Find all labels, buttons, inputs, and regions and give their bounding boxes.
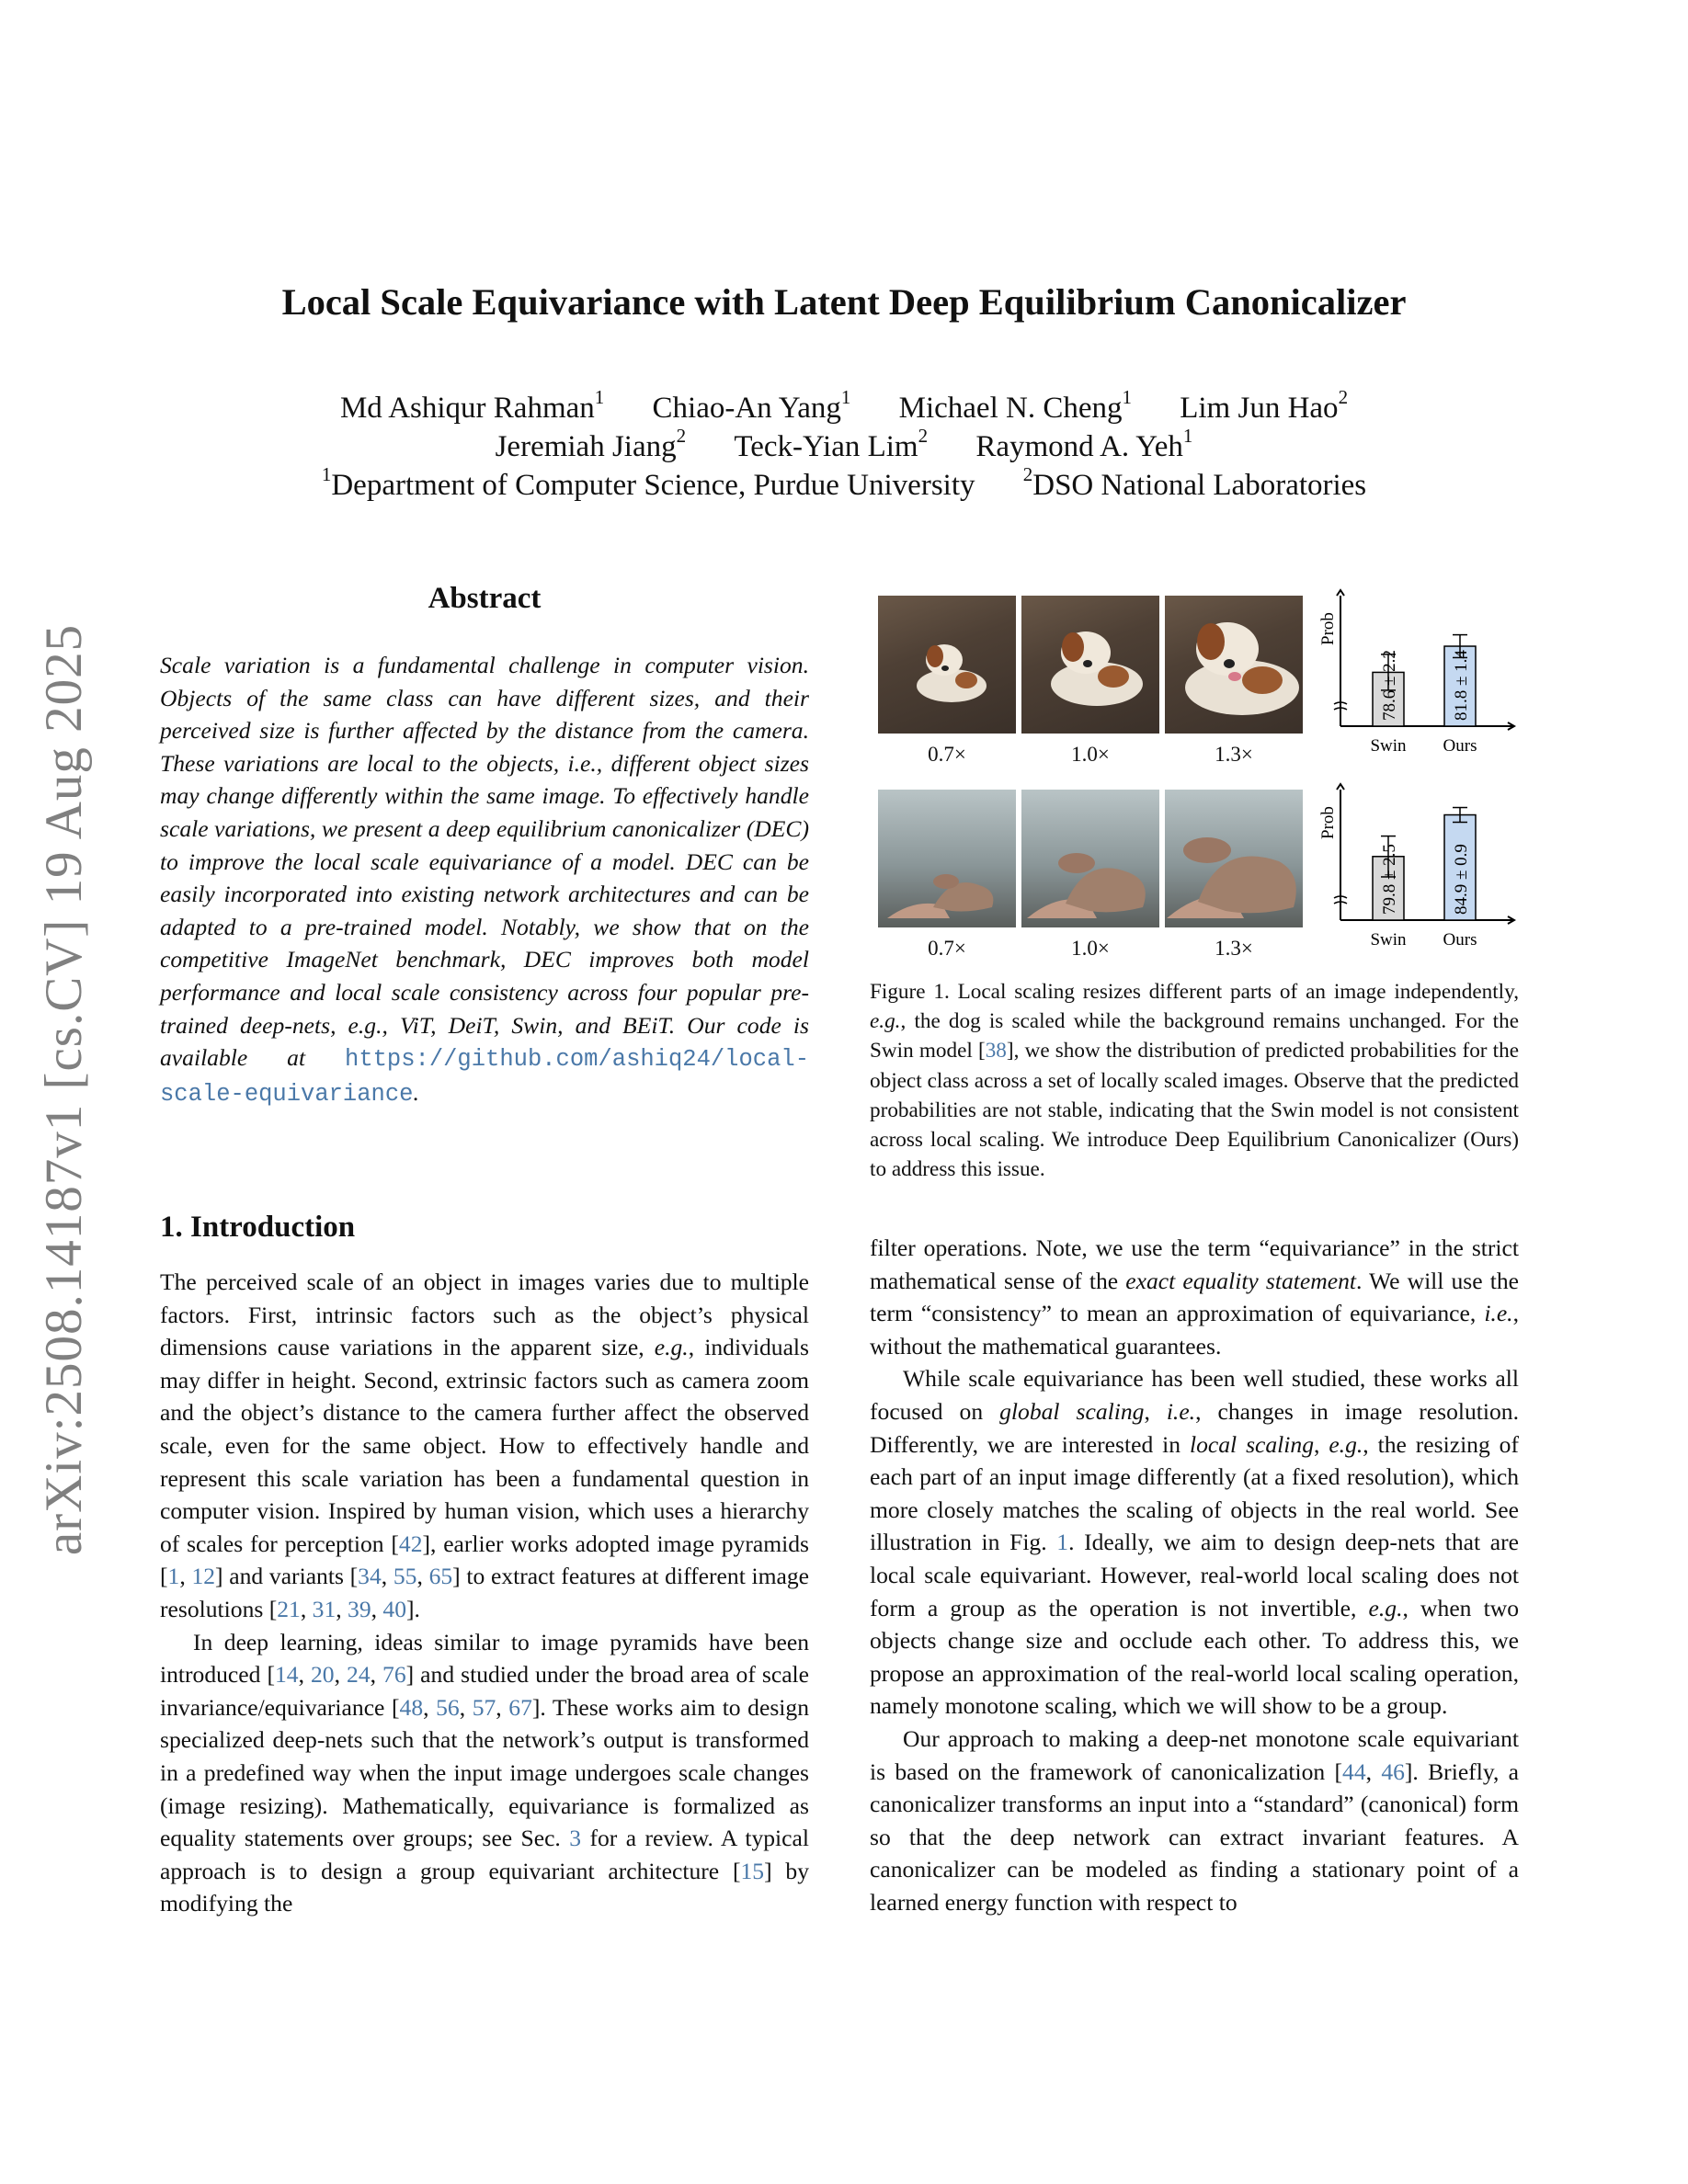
bar-chart-dog [1313, 588, 1524, 772]
intro-left-column [160, 1266, 809, 1920]
affiliation: $^1$Department of Computer Science, Purdue University [321, 463, 975, 502]
citation-link[interactable]: 39 [348, 1595, 371, 1622]
scale-label: 0.7× [928, 937, 966, 960]
bar-value-label: 79.8 ± 2.5 [1380, 844, 1399, 915]
bar-chart-lizard [1313, 782, 1524, 966]
author: Teck-Yian Lim$^2$ [734, 425, 929, 463]
citation-link[interactable]: 1 [167, 1563, 180, 1590]
citation-link[interactable]: 65 [428, 1563, 453, 1590]
scale-label: 0.7× [928, 743, 966, 766]
citation-link[interactable]: 31 [312, 1595, 336, 1622]
paper-title: Local Scale Equivariance with Latent Deep Equilibrium Canonicalizer [281, 281, 1407, 323]
citation-link[interactable]: 46 [1381, 1757, 1405, 1785]
dog-image-0.7x [878, 596, 1016, 734]
arxiv-stamp-text: arXiv:2508.14187v1 [cs.CV] 19 Aug 2025 [35, 623, 94, 1555]
dog-image-1.3x [1165, 596, 1303, 734]
citation-link[interactable]: 34 [358, 1563, 382, 1590]
author: Chiao-An Yang$^1$ [652, 386, 851, 425]
citation-link[interactable]: 67 [508, 1693, 532, 1721]
scale-label: 1.3× [1215, 743, 1253, 766]
scale-label: 1.0× [1071, 937, 1110, 960]
citation-link[interactable]: 76 [382, 1661, 406, 1689]
x-tick-label: Swin [1370, 736, 1407, 756]
citation-link[interactable]: 44 [1342, 1757, 1366, 1785]
section-heading-introduction: 1. Introduction [160, 1211, 356, 1244]
citation-link[interactable]: 21 [277, 1595, 301, 1622]
abstract-body: Scale variation is a fundamental challenge in computer vision. Objects of the same class can have different sizes, and their perceived size is further affected by the distance from the camera. These variations are local to the objects, i.e., different object sizes may change differently within the same image. To effectively handle scale variations, we present a deep equilibrium canonicalizer (DEC) to improve the local scale equivariance of a model. DEC can be easily incorporated into existing network architectures and can be adapted to a pre-trained model. Notably, we show that on the competitive ImageNet benchmark, DEC improves both model performance and local scale consistency across four popular pre-trained deep-nets, e.g., ViT, DeiT, Swin, and BEiT. Our code is available at https://github.com/ashiq24/local-scale-equivariance. [160, 652, 809, 1108]
x-tick-label: Ours [1443, 736, 1477, 756]
y-axis-label: Prob [1318, 806, 1338, 839]
affiliations [0, 463, 1688, 503]
citation-link[interactable]: 12 [191, 1563, 216, 1590]
citation-link[interactable]: 56 [436, 1693, 460, 1721]
lizard-image-1.3x [1165, 790, 1303, 927]
citation-link[interactable]: 24 [347, 1661, 371, 1689]
x-tick-label: Ours [1443, 930, 1477, 950]
abstract-heading: Abstract [428, 582, 542, 615]
author: Md Ashiqur Rahman$^1$ [339, 386, 605, 425]
citation-link[interactable]: 48 [399, 1693, 424, 1721]
paragraph: In deep learning, ideas similar to image pyramids have been introduced [14, 20, 24, 76] and studied under the broad area of scale invariance/equivariance [48, 56, 57, 67]. These works aim to design specialized deep-nets such that the network’s output is transformed in a predefined way when the input image undergoes scale changes (image resizing). Mathematically, equivariance is formalized as equality statements over groups; see Sec. 3 for a review. A typical approach is to design a group equivariant architecture [15] by modifying the [160, 1628, 810, 1917]
citation-link[interactable]: 40 [382, 1595, 407, 1622]
paragraph: The perceived scale of an object in images varies due to multiple factors. First, intrinsic factors such as the object’s physical dimensions cause variations in the apparent size, e.g., individuals may differ in height. Second, extrinsic factors such as camera zoom and the object’s distance to the camera further affect the observed scale, even for the same object. How to effectively handle and represent this scale variation has been a fundamental question in computer vision. Inspired by human vision, which uses a hierarchy of scales for perception [42], earlier works adopted image pyramids [1, 12] and variants [34, 55, 65] to extract features at different image resolutions [21, 31, 39, 40]. [160, 1268, 810, 1622]
lizard-image-1.0x [1021, 790, 1159, 927]
citation-link[interactable]: 55 [393, 1563, 417, 1590]
bar-value-label: 78.6 ± 2.2 [1380, 650, 1399, 721]
dog-image-1.0x [1021, 596, 1159, 734]
author: Lim Jun Hao$^2$ [1180, 386, 1349, 425]
figure-caption: Figure 1. Local scaling resizes different parts of an image independently, e.g., the dog is scaled while the background remains unchanged. For the Swin model [38], we show the distribution of predicted probabilities for the object class across a set of locally scaled images. Observe that the predicted probabilities are not stable, indicating that the Swin model is not consistent across local scaling. We introduce Deep Equilibrium Canonicalizer (Ours) to address this issue. [870, 980, 1520, 1182]
paragraph: While scale equivariance has been well studied, these works all focused on global scaling, i.e., changes in image resolution. Differently, we are interested in local scaling, e.g., the resizing of each part of an input image differently (at a fixed resolution), which more closely matches the scaling of objects in the real world. See illustration in Fig. 1. Ideally, we aim to design deep-nets that are local scale equivariant. However, real-world local scaling does not form a group as the operation is not invertible, e.g., when two objects change size and occlude each other. To address this, we propose an approximation of the real-world local scaling operation, namely monotone scaling, which we will show to be a group. [870, 1365, 1519, 1720]
paragraph: Our approach to making a deep-net monotone scale equivariant is based on the framework of canonicalization [44, 46]. Briefly, a canonicalizer transforms an input into a “standard” (canonical) form so that the deep network can extract invariant features. A canonicalizer can be modeled as finding a stationary point of a learned energy function with respect to [870, 1724, 1519, 1916]
section-link[interactable]: 3 [569, 1825, 582, 1852]
intro-right-column [870, 1232, 1519, 1918]
x-tick-label: Swin [1370, 930, 1407, 950]
citation-link[interactable]: 20 [311, 1661, 335, 1689]
bar-value-label: 81.8 ± 1.4 [1452, 650, 1471, 721]
code-link[interactable]: https://github.com/ashiq24/local-scale-equivariance [160, 1046, 809, 1108]
y-axis-arrow [1337, 784, 1344, 790]
citation-link[interactable]: 38 [985, 1039, 1007, 1064]
scale-label: 1.0× [1071, 743, 1110, 766]
scale-label: 1.3× [1215, 937, 1253, 960]
citation-link[interactable]: 14 [274, 1661, 299, 1689]
affiliation: $^2$DSO National Laboratories [1022, 463, 1367, 502]
bar-value-label: 84.9 ± 0.9 [1452, 844, 1471, 915]
citation-link[interactable]: 42 [398, 1530, 423, 1557]
y-axis-arrow [1337, 590, 1344, 596]
abstract-text: Scale variation is a fundamental challenge in computer vision. Objects of the same class can have different sizes, and their perceived size is further affected by the distance from the camera. These variations are local to the objects, i.e., different object sizes may change differently within the same image. To effectively handle scale variations, we present a deep equilibrium canonicalizer (DEC) to improve the local scale equivariance of a model. DEC can be easily incorporated into existing network architectures and can be adapted to a pre-trained model. Notably, we show that on the competitive ImageNet benchmark, DEC improves both model performance and local scale consistency across four popular pre-trained deep-nets, e.g., ViT, DeiT, Swin, and BEiT. Our code is available at [160, 652, 809, 1072]
arxiv-stamp [28, 602, 101, 1576]
author: Raymond A. Yeh$^1$ [975, 425, 1193, 463]
citation-link[interactable]: 15 [740, 1857, 765, 1884]
y-axis-label: Prob [1318, 612, 1338, 645]
paragraph: filter operations. Note, we use the term “equivariance” in the strict mathematical sense of the exact equality statement. We will use the term “consistency” to mean an approximation of equivariance, i.e., without the mathematical guarantees. [870, 1234, 1519, 1359]
author: Jeremiah Jiang$^2$ [495, 425, 687, 463]
author: Michael N. Cheng$^1$ [898, 386, 1132, 425]
citation-link[interactable]: 57 [472, 1693, 496, 1721]
author-line-2 [0, 425, 1688, 464]
figure-link[interactable]: 1 [1056, 1529, 1069, 1556]
lizard-image-0.7x [878, 790, 1016, 927]
author-line-1 [0, 386, 1688, 426]
